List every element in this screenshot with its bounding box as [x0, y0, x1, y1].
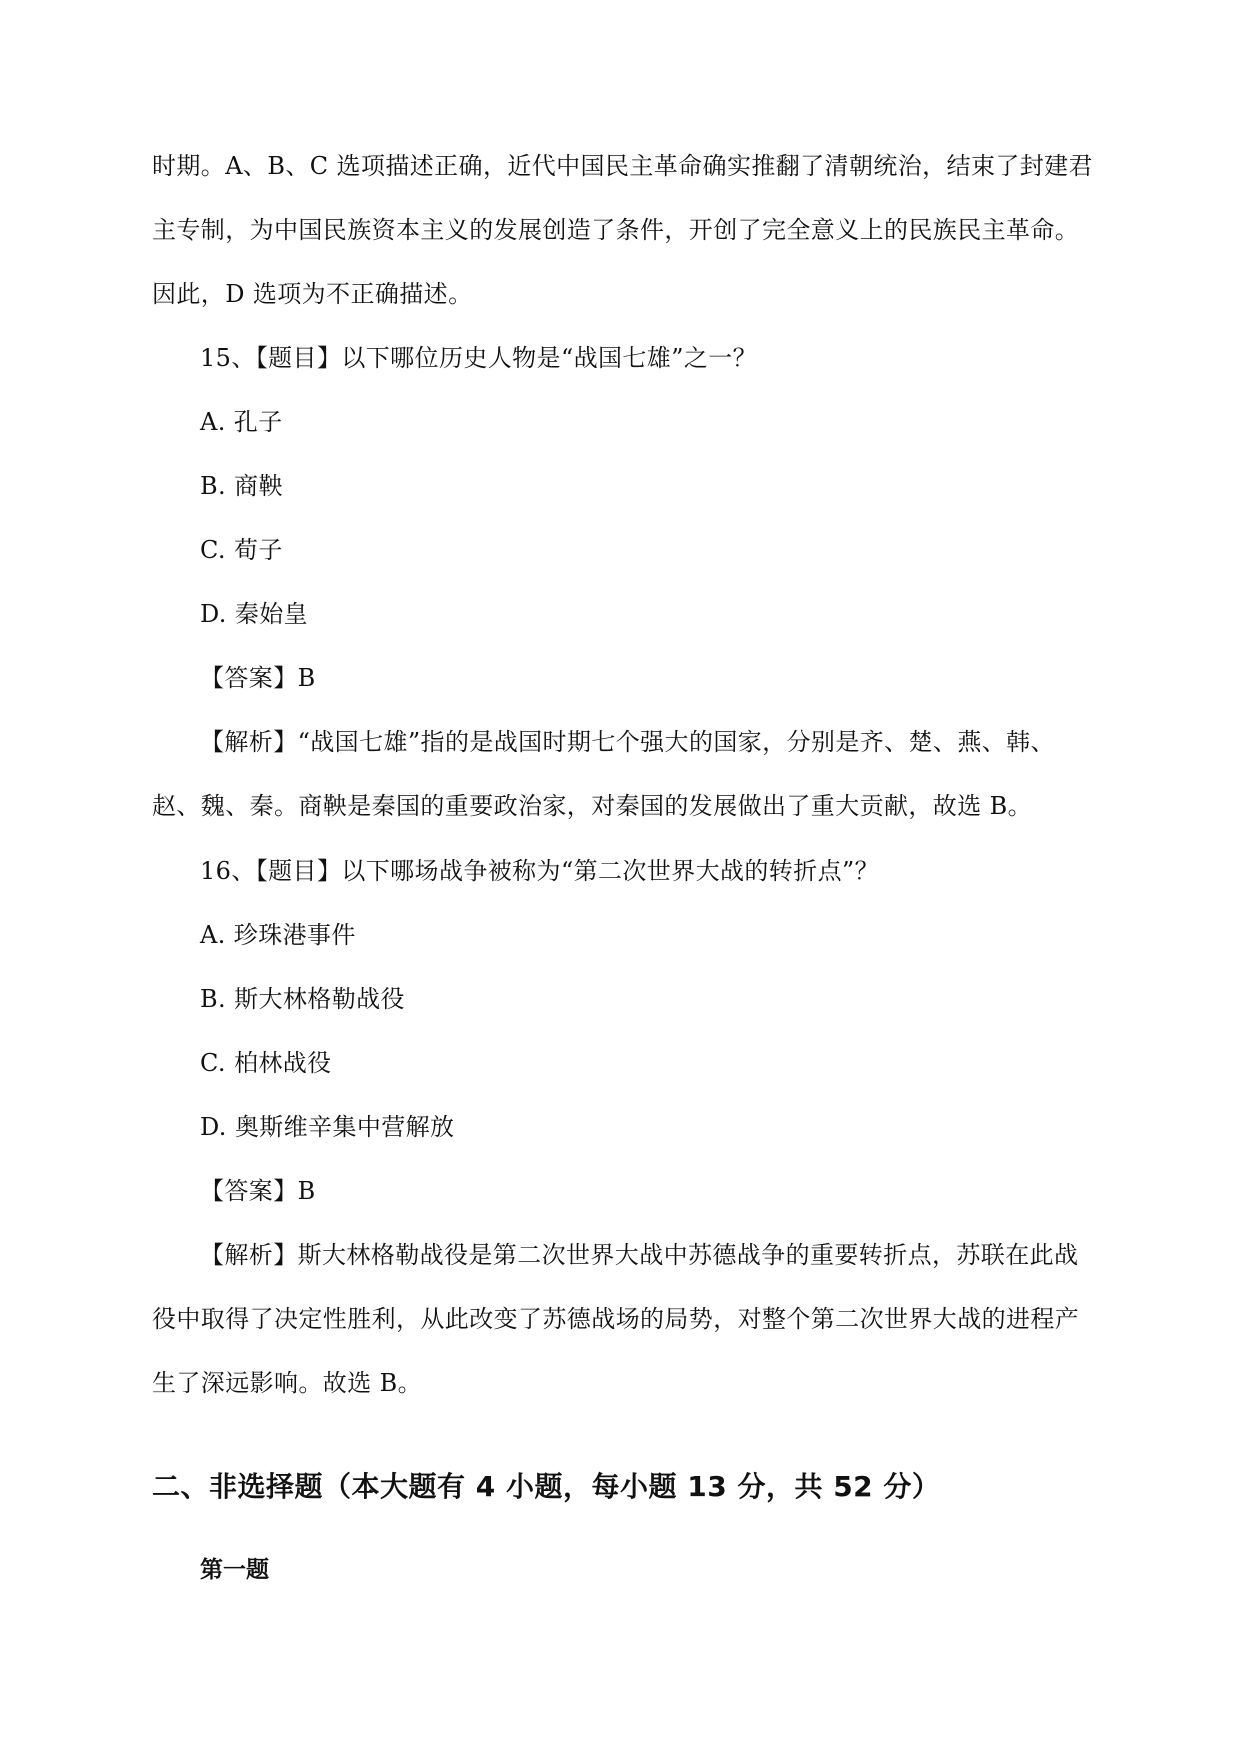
question-15-answer: 【答案】B	[200, 664, 316, 692]
question-16-title: 16、【题目】以下哪场战争被称为“第二次世界大战的转折点”？	[200, 857, 880, 885]
question-15-option-c: C. 荀子	[200, 536, 283, 564]
question-16-analysis-line-3: 生了深远影响。故选 B。	[152, 1369, 423, 1397]
prev-explanation-line-3: 因此，D 选项为不正确描述。	[152, 280, 473, 308]
question-16-answer: 【答案】B	[200, 1177, 316, 1205]
question-16-option-c: C. 柏林战役	[200, 1049, 332, 1077]
question-16-option-b: B. 斯大林格勒战役	[200, 985, 405, 1013]
question-15-analysis-line-1: 【解析】“战国七雄”指的是战国时期七个强大的国家，分别是齐、楚、燕、韩、	[200, 728, 1055, 756]
question-15-title: 15、【题目】以下哪位历史人物是“战国七雄”之一？	[200, 344, 758, 372]
question-16-analysis-line-2: 役中取得了决定性胜利，从此改变了苏德战场的局势，对整个第二次世界大战的进程产	[152, 1305, 1080, 1333]
prev-explanation-line-1: 时期。A、B、C 选项描述正确，近代中国民主革命确实推翻了清朝统治，结束了封建君	[152, 152, 1093, 180]
section-subheading: 第一题	[200, 1557, 269, 1583]
question-15-option-a: A. 孔子	[200, 408, 283, 436]
prev-explanation-line-2: 主专制，为中国民族资本主义的发展创造了条件，开创了完全意义上的民族民主革命。	[152, 216, 1080, 244]
question-15-option-b: B. 商鞅	[200, 472, 283, 500]
section-heading: 二、非选择题（本大题有 4 小题，每小题 13 分，共 52 分）	[152, 1470, 941, 1503]
question-16-analysis-line-1: 【解析】斯大林格勒战役是第二次世界大战中苏德战争的重要转折点，苏联在此战	[200, 1241, 1079, 1269]
question-16-option-a: A. 珍珠港事件	[200, 921, 356, 949]
question-15-option-d: D. 秦始皇	[200, 600, 309, 628]
question-16-option-d: D. 奥斯维辛集中营解放	[200, 1113, 455, 1141]
question-15-analysis-line-2: 赵、魏、秦。商鞅是秦国的重要政治家，对秦国的发展做出了重大贡献，故选 B。	[152, 792, 1033, 820]
